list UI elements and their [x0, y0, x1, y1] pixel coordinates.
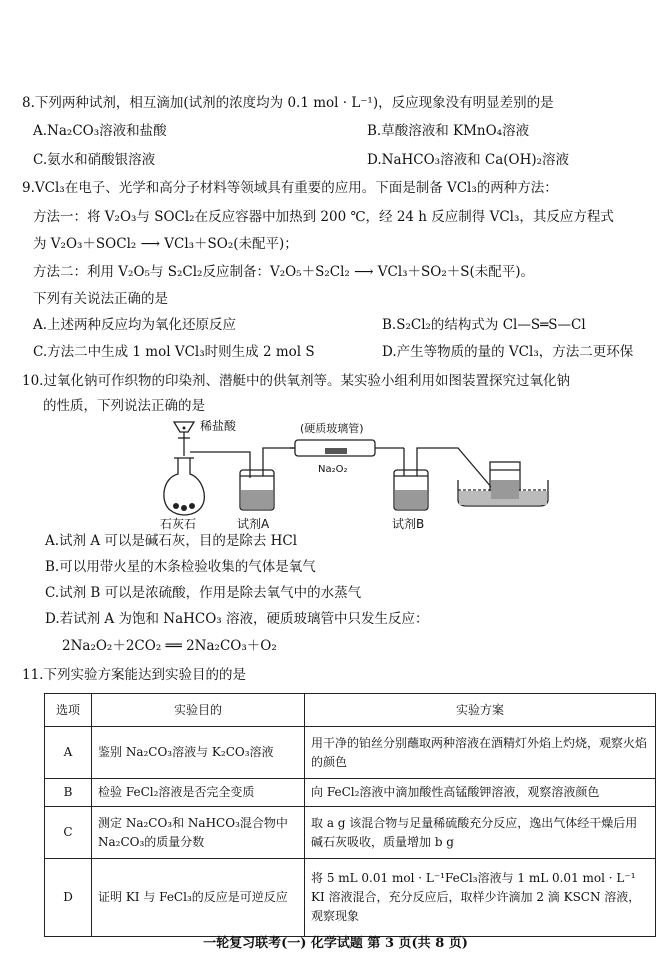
q10-option-b: B.可以用带火星的木条检验收集的气体是氧气 [45, 559, 316, 575]
q9-ask: 下列有关说法正确的是 [33, 291, 168, 307]
q10-option-a: A.试剂 A 可以是碱石灰，目的是除去 HCl [45, 533, 298, 549]
table-row [45, 807, 656, 859]
header-option: 选项 [45, 694, 92, 727]
q9-method1-line1: 方法一：将 V₂O₃与 SOCl₂在反应容器中加热到 200 ℃，经 24 h 反应制得 VCl₃，其反应方程式 [33, 209, 614, 225]
q9-option-c: C.方法二中生成 1 mol VCl₃时则生成 2 mol S [33, 344, 315, 360]
reagent-label: Na₂O₂ [318, 464, 348, 475]
row-option: D [45, 859, 92, 937]
header-goal: 实验目的 [92, 694, 305, 727]
table-row [45, 727, 656, 779]
page-footer: 一轮复习联考(一) 化学试题 第 3 页(共 8 页) [203, 936, 468, 951]
tube-label: (硬质玻璃管) [300, 422, 364, 435]
row-goal: 测定 Na₂CO₃和 NaHCO₃混合物中 Na₂CO₃的质量分数 [92, 807, 305, 859]
q10-stem-line1: 10.过氧化钠可作织物的印染剂、潜艇中的供氧剂等。某实验小组利用如图装置探究过氧化钠 [22, 373, 570, 389]
q11-stem: 11.下列实验方案能达到实验目的的是 [22, 667, 246, 683]
row-option: B [45, 779, 92, 807]
header-plan: 实验方案 [305, 694, 656, 727]
row-goal: 鉴别 Na₂CO₃溶液与 K₂CO₃溶液 [92, 727, 305, 779]
row-plan: 用干净的铂丝分别蘸取两种溶液在酒精灯外焰上灼烧，观察火焰的颜色 [305, 727, 656, 779]
table-row [45, 779, 656, 807]
q10-option-d: D.若试剂 A 为饱和 NaHCO₃ 溶液，硬质玻璃管中只发生反应： [45, 611, 429, 627]
row-option: C [45, 807, 92, 859]
q8-option-c: C.氨水和硝酸银溶液 [33, 152, 156, 168]
acid-label: 稀盐酸 [200, 419, 237, 433]
flask-label: 石灰石 [160, 517, 197, 530]
row-option: A [45, 727, 92, 779]
q9-method1-line2: 为 V₂O₃＋SOCl₂ ⟶ VCl₃＋SO₂(未配平)； [33, 236, 298, 252]
q10-equation: 2Na₂O₂＋2CO₂ ══ 2Na₂CO₃＋O₂ [62, 638, 277, 654]
bottle-a-label: 试剂A [237, 517, 270, 530]
table-row [45, 859, 656, 937]
q9-option-b: B.S₂Cl₂的结构式为 Cl—S═S—Cl [382, 317, 586, 333]
q9-option-d: D.产生等物质的量的 VCl₃，方法二更环保 [382, 344, 634, 360]
q9-method2: 方法二：利用 V₂O₅与 S₂Cl₂反应制备：V₂O₅＋S₂Cl₂ ⟶ VCl₃＋SO₂＋S(未配平)。 [33, 264, 535, 280]
experiment-table [44, 693, 656, 937]
bottle-b-label: 试剂B [392, 517, 425, 530]
q10-option-c: C.试剂 B 可以是浓硫酸，作用是除去氧气中的水蒸气 [45, 585, 362, 601]
q9-option-a: A.上述两种反应均为氧化还原反应 [33, 317, 237, 333]
q8-option-b: B.草酸溶液和 KMnO₄溶液 [367, 123, 530, 139]
q8-option-d: D.NaHCO₃溶液和 Ca(OH)₂溶液 [367, 152, 570, 168]
row-plan: 将 5 mL 0.01 mol · L⁻¹FeCl₃溶液与 1 mL 0.01 mol · L⁻¹ KI 溶液混合，充分反应后，取样少许滴加 2 滴 KSCN 溶液，观察现象 [305, 859, 656, 937]
apparatus-figure [140, 418, 560, 530]
q8-option-a: A.Na₂CO₃溶液和盐酸 [33, 123, 167, 139]
q9-stem: 9.VCl₃在电子、光学和高分子材料等领域具有重要的应用。下面是制备 VCl₃的两种方法： [22, 180, 558, 196]
row-plan: 向 FeCl₂溶液中滴加酸性高锰酸钾溶液，观察溶液颜色 [305, 779, 656, 807]
row-plan: 取 a g 该混合物与足量稀硫酸充分反应，逸出气体经干燥后用碱石灰吸收，质量增加 b g [305, 807, 656, 859]
q8-stem: 8.下列两种试剂，相互滴加(试剂的浓度均为 0.1 mol · L⁻¹)，反应现象没有明显差别的是 [22, 95, 554, 111]
q10-stem-line2: 的性质，下列说法正确的是 [43, 398, 205, 414]
table-header-row [45, 694, 656, 727]
row-goal: 检验 FeCl₂溶液是否完全变质 [92, 779, 305, 807]
row-goal: 证明 KI 与 FeCl₃的反应是可逆反应 [92, 859, 305, 937]
